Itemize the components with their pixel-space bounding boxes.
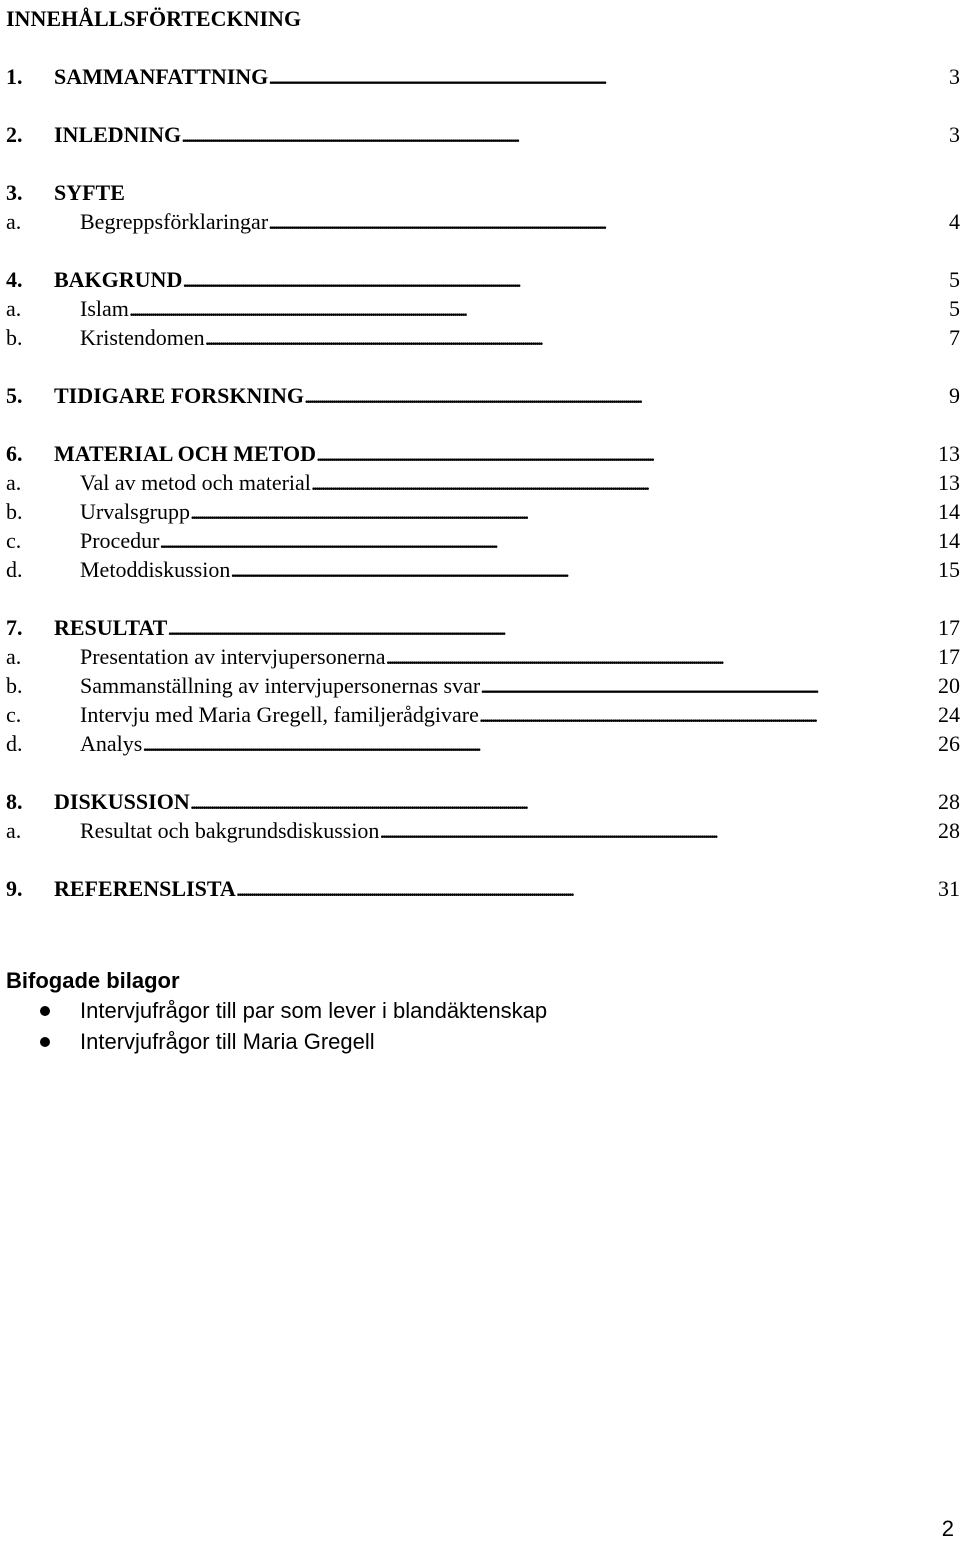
toc-entry[interactable] [6, 729, 960, 759]
toc-entry[interactable] [6, 207, 960, 237]
toc-entry-page: 3 [949, 122, 960, 147]
toc-entry-title: Sammanställning av intervjupersonernas svar [80, 673, 481, 698]
toc-entry[interactable] [6, 787, 960, 817]
toc-entry-line [80, 207, 960, 237]
toc-entry-title: Urvalsgrupp [80, 499, 190, 524]
toc-entry-title: TIDIGARE FORSKNING [54, 383, 304, 408]
toc-entry-page: 17 [938, 644, 960, 669]
toc-entry-line [80, 816, 960, 846]
toc-entry[interactable] [6, 381, 960, 411]
toc-entry-title: INLEDNING [54, 122, 182, 147]
toc-dot-leader [479, 700, 934, 730]
toc-entry[interactable] [6, 816, 960, 846]
toc-entry-page: 4 [949, 209, 960, 234]
toc-entry-title: Metoddiskussion [80, 557, 231, 582]
toc-dot-leader [129, 294, 945, 324]
toc-entry-title: SAMMANFATTNING [54, 64, 269, 89]
toc-entry-title: Begreppsförklaringar [80, 209, 269, 234]
toc-entry[interactable] [6, 439, 960, 469]
toc-entry-number: d. [6, 557, 23, 582]
toc-entry-title: Procedur [80, 528, 160, 553]
toc-entry-line [54, 439, 960, 469]
toc-entry[interactable] [6, 468, 960, 498]
toc-entry-page: 7 [949, 325, 960, 350]
toc-dot-leader [181, 120, 945, 150]
bullet-icon [40, 1006, 50, 1016]
toc-entry-line [54, 265, 960, 295]
toc-entry-line [80, 497, 960, 527]
toc-entry-page: 28 [938, 789, 960, 814]
toc-dot-leader [385, 642, 934, 672]
toc-dot-leader [142, 729, 934, 759]
toc-entry-number: a. [6, 296, 22, 321]
toc-entry-page: 14 [938, 528, 960, 553]
attachments-heading: Bifogade bilagor [6, 968, 180, 993]
toc-entry-page: 5 [949, 296, 960, 321]
toc-entry-number: a. [6, 818, 22, 843]
page-title: INNEHÅLLSFÖRTECKNING [6, 6, 302, 31]
toc-dot-leader [236, 874, 934, 904]
toc-entry-title: Val av metod och material [80, 470, 311, 495]
toc-entry-line [80, 642, 960, 672]
toc-entry[interactable] [6, 62, 960, 92]
toc-entry-title: Analys [80, 731, 143, 756]
toc-dot-leader [480, 671, 934, 701]
toc-entry-number: d. [6, 731, 23, 756]
toc-entry-number: c. [6, 528, 22, 553]
toc-entry[interactable] [6, 642, 960, 672]
toc-entry[interactable] [6, 555, 960, 585]
toc-entry-page: 13 [938, 441, 960, 466]
toc-entry[interactable] [6, 294, 960, 324]
toc-entry-number: b. [6, 499, 23, 524]
toc-entry-title: Resultat och bakgrundsdiskussion [80, 818, 380, 843]
toc-entry-number: 5. [6, 383, 23, 408]
toc-entry-line [54, 787, 960, 817]
toc-entry-number: 2. [6, 122, 23, 147]
toc-entry-number: 1. [6, 64, 23, 89]
attachment-item-text: Intervjufrågor till par som lever i blandäktenskap [80, 998, 548, 1023]
toc-dot-leader [311, 468, 934, 498]
toc-dot-leader [230, 555, 934, 585]
toc-entry-line [54, 613, 960, 643]
toc-entry-page: 20 [938, 673, 960, 698]
toc-entry-title: Kristendomen [80, 325, 205, 350]
toc-entry-page: 13 [938, 470, 960, 495]
toc-entry[interactable] [6, 613, 960, 643]
toc-dot-leader [182, 265, 945, 295]
toc-entry-line [54, 62, 960, 92]
toc-entry-number: b. [6, 325, 23, 350]
toc-entry-line [54, 381, 960, 411]
bullet-icon [40, 1037, 50, 1047]
toc-entry-page: 5 [949, 267, 960, 292]
toc-entry-title: SYFTE [54, 180, 125, 205]
toc-entry-title: Islam [80, 296, 129, 321]
toc-entry-number: 4. [6, 267, 23, 292]
toc-entry-title: DISKUSSION [54, 789, 190, 814]
toc-entry-line [80, 671, 960, 701]
toc-entry-number: b. [6, 673, 23, 698]
toc-entry-number: 7. [6, 615, 23, 640]
toc-entry-page: 24 [938, 702, 960, 727]
toc-dot-leader [316, 439, 934, 469]
toc-entry-page: 15 [938, 557, 960, 582]
toc-entry-page: 17 [938, 615, 960, 640]
attachment-item-text: Intervjufrågor till Maria Gregell [80, 1029, 375, 1054]
toc-entry-page: 31 [938, 876, 960, 901]
toc-entry-page: 3 [949, 64, 960, 89]
toc-dot-leader [268, 207, 945, 237]
toc-entry-line [80, 468, 960, 498]
toc-entry-line [80, 555, 960, 585]
toc-entry[interactable] [6, 178, 960, 208]
toc-entry-number: 9. [6, 876, 23, 901]
toc-entry-line [80, 294, 960, 324]
toc-dot-leader [205, 323, 945, 353]
toc-entry-number: c. [6, 702, 22, 727]
toc-entry-line [54, 178, 960, 208]
page-number: 2 [941, 1516, 954, 1541]
toc-entry-line [80, 700, 960, 730]
toc-dot-leader [190, 497, 934, 527]
toc-entry-title: MATERIAL OCH METOD [54, 441, 316, 466]
toc-dot-leader [268, 62, 945, 92]
toc-entry-number: 6. [6, 441, 23, 466]
toc-dot-leader [167, 613, 934, 643]
toc-entry-page: 14 [938, 499, 960, 524]
toc-entry-number: a. [6, 209, 22, 234]
toc-entry-title: REFERENSLISTA [54, 876, 236, 901]
toc-entry-title: RESULTAT [54, 615, 168, 640]
toc-dot-leader [379, 816, 934, 846]
toc-entry[interactable] [6, 874, 960, 904]
toc-entry-title: Presentation av intervjupersonerna [80, 644, 386, 669]
toc-entry-title: BAKGRUND [54, 267, 183, 292]
toc-entry-number: a. [6, 470, 22, 495]
toc-entry[interactable] [6, 323, 960, 353]
toc-entry[interactable] [6, 526, 960, 556]
toc-entry-title: Intervju med Maria Gregell, familjerådgivare [80, 702, 479, 727]
toc-dot-leader [190, 787, 934, 817]
toc-entry-number: 8. [6, 789, 23, 814]
toc-entry-number: 3. [6, 180, 23, 205]
toc-entry[interactable] [6, 265, 960, 295]
toc-entry-line [54, 120, 960, 150]
toc-dot-leader [159, 526, 934, 556]
toc-entry-page: 26 [938, 731, 960, 756]
toc-entry-line [80, 729, 960, 759]
toc-entry-line [54, 874, 960, 904]
toc-entry[interactable] [6, 700, 960, 730]
toc-entry-page: 28 [938, 818, 960, 843]
toc-entry[interactable] [6, 120, 960, 150]
toc-entry-page: 9 [949, 383, 960, 408]
toc-entry[interactable] [6, 497, 960, 527]
toc-entry-number: a. [6, 644, 22, 669]
toc-dot-leader [304, 381, 945, 411]
toc-entry-line [80, 323, 960, 353]
toc-entry-line [80, 526, 960, 556]
toc-entry[interactable] [6, 671, 960, 701]
